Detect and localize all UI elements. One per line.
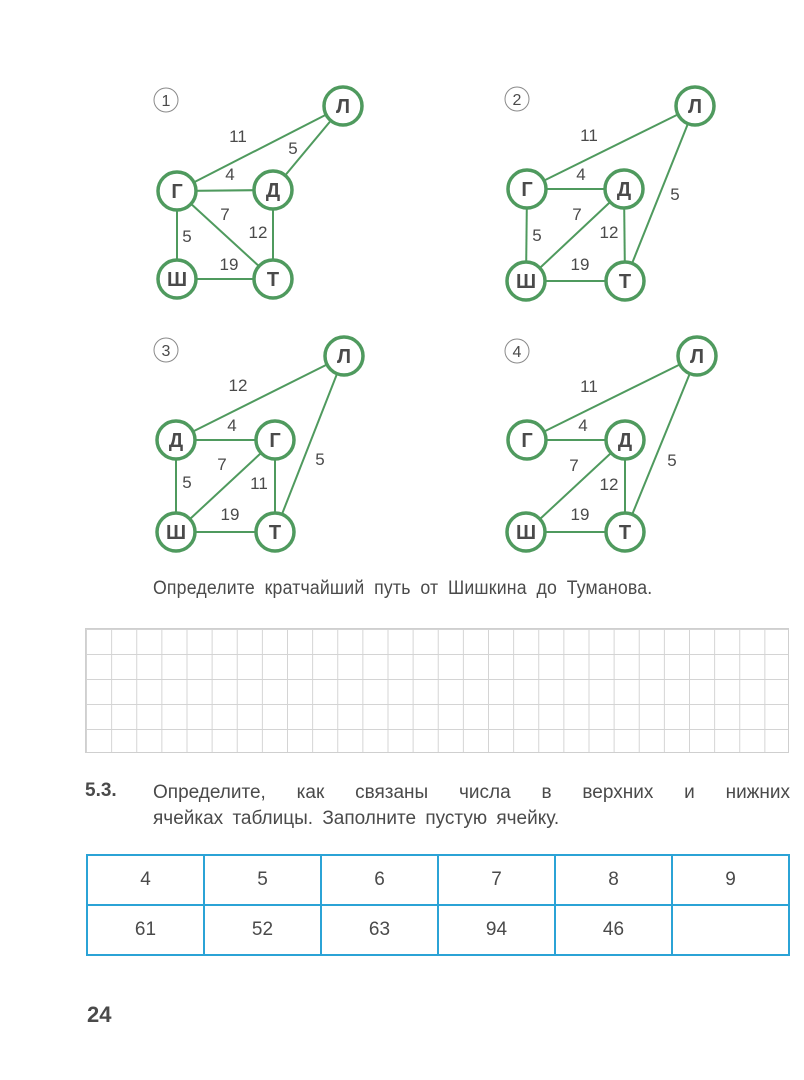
task-text-line-2: ячейках таблицы. Заполните пустую ячейку. bbox=[153, 808, 560, 829]
edge-weight-label: 12 bbox=[248, 223, 268, 242]
figure-number: 3 bbox=[161, 343, 171, 360]
graph-4 bbox=[505, 337, 716, 551]
table-cell: 4 bbox=[87, 855, 204, 905]
table-cell: 94 bbox=[438, 905, 555, 955]
edge-weight-label: 11 bbox=[580, 377, 598, 396]
edge-weight-label: 11 bbox=[250, 474, 268, 493]
empty-answer-cell[interactable] bbox=[672, 905, 789, 955]
table-cell: 8 bbox=[555, 855, 672, 905]
node-label: Л bbox=[335, 96, 351, 118]
edge-weight-label: 4 bbox=[227, 416, 237, 435]
edge-weight-label: 4 bbox=[578, 416, 588, 435]
table-cell: 46 bbox=[555, 905, 672, 955]
task-text bbox=[153, 780, 790, 832]
node-label: Д bbox=[616, 179, 632, 201]
table-cell: 5 bbox=[204, 855, 321, 905]
edge-weight-label: 12 bbox=[228, 376, 248, 395]
edge-weight-label: 5 bbox=[667, 451, 677, 470]
node-label: Ш bbox=[166, 269, 188, 291]
table-cell: 52 bbox=[204, 905, 321, 955]
figure-number: 4 bbox=[512, 344, 522, 361]
task-text-line-1: Определите, как связаны числа в верхних и нижних bbox=[153, 782, 790, 803]
edge-weight-label: 5 bbox=[288, 139, 298, 158]
edge-weight-label: 19 bbox=[220, 505, 240, 524]
question-text: Определите кратчайший путь от Шишкина до Туманова. bbox=[153, 578, 653, 599]
table-cell: 7 bbox=[438, 855, 555, 905]
table-row-bottom bbox=[87, 905, 789, 955]
table-cell: 63 bbox=[321, 905, 438, 955]
node-label: Т bbox=[618, 271, 632, 293]
node-label: Г bbox=[269, 430, 281, 452]
edge-weight-label: 5 bbox=[315, 450, 325, 469]
node-label: Ш bbox=[515, 522, 537, 544]
edge-weight-label: 7 bbox=[217, 455, 227, 474]
edge-weight-label: 5 bbox=[532, 226, 542, 245]
task-number: 5.3. bbox=[85, 780, 117, 801]
edge-weight-label: 7 bbox=[569, 456, 579, 475]
edge-weight-label: 11 bbox=[229, 127, 247, 146]
node-label: Г bbox=[521, 179, 533, 201]
node-label: Г bbox=[171, 181, 183, 203]
page-number: 24 bbox=[87, 1002, 112, 1027]
figure-number: 2 bbox=[512, 92, 522, 109]
edge-weight-label: 12 bbox=[599, 475, 619, 494]
edge-weight-label: 4 bbox=[225, 165, 235, 184]
figure-number: 1 bbox=[161, 93, 171, 110]
table-cell: 6 bbox=[321, 855, 438, 905]
edge-weight-label: 5 bbox=[182, 473, 192, 492]
edge-weight-label: 7 bbox=[572, 205, 582, 224]
edge-weight-label: 5 bbox=[670, 185, 680, 204]
graph-1 bbox=[154, 87, 362, 298]
node-label: Л bbox=[687, 96, 703, 118]
edge-weight-label: 5 bbox=[182, 227, 192, 246]
node-label: Д bbox=[617, 430, 633, 452]
number-table bbox=[86, 854, 790, 956]
table-cell: 61 bbox=[87, 905, 204, 955]
node-label: Т bbox=[268, 522, 282, 544]
node-label: Ш bbox=[515, 271, 537, 293]
edge-weight-label: 4 bbox=[576, 165, 586, 184]
node-label: Т bbox=[618, 522, 632, 544]
table-cell: 9 bbox=[672, 855, 789, 905]
node-label: Г bbox=[521, 430, 533, 452]
edge-weight-label: 19 bbox=[219, 255, 239, 274]
edge-weight-label: 7 bbox=[220, 205, 230, 224]
node-label: Л bbox=[689, 346, 705, 368]
edge-weight-label: 19 bbox=[570, 255, 590, 274]
graph-2 bbox=[505, 87, 714, 300]
edge-weight-label: 12 bbox=[599, 223, 619, 242]
graph-3 bbox=[154, 337, 363, 551]
edge-weight-label: 19 bbox=[570, 505, 590, 524]
node-label: Ш bbox=[165, 522, 187, 544]
edge-weight-label: 11 bbox=[580, 126, 598, 145]
node-label: Д bbox=[265, 180, 281, 202]
node-label: Л bbox=[336, 346, 352, 368]
node-label: Т bbox=[266, 269, 280, 291]
table-row-top bbox=[87, 855, 789, 905]
node-label: Д bbox=[168, 430, 184, 452]
answer-grid[interactable] bbox=[85, 628, 789, 753]
